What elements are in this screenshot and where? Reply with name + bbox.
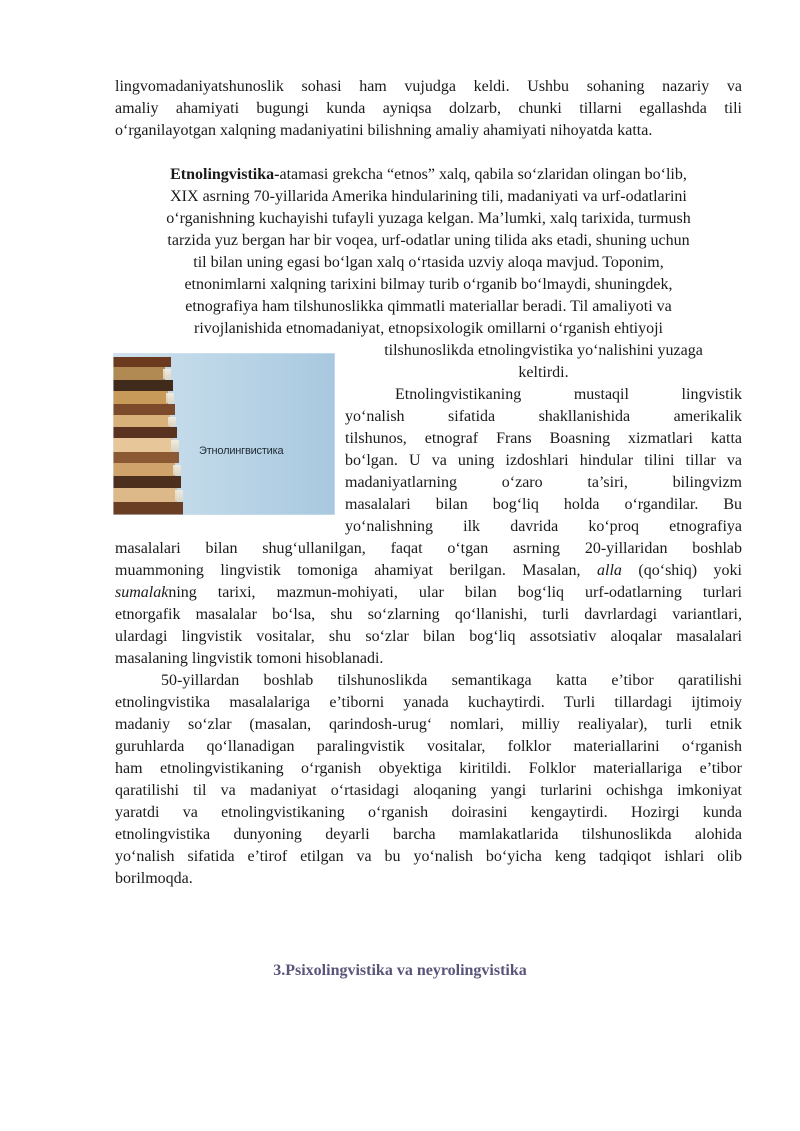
para3-line: etnorgafik masalalar bo‘lsa, shu so‘zlarning qo‘llanishi, turli davrlardagi variantlari,: [115, 606, 742, 623]
para1-line: lingvomadaniyatshunoslik sohasi ham vujudga keldi. Ushbu sohaning nazariy va: [115, 78, 742, 95]
para1-line: o‘rganilayotgan xalqning madaniyatini bilishning amaliy ahamiyati nihoyatda katta.: [115, 122, 653, 139]
para2-text: atamasi grekcha “etnos” xalq, qabila so‘zlaridan olingan bo‘lib,: [279, 166, 687, 183]
para3-text: muammoning lingvistik tomoniga ahamiyat berilgan. Masalan,: [115, 562, 581, 579]
para2-line: etnonimlarni xalqning tarixini bilmay turib o‘rganib bo‘lmaydi, shuningdek,: [184, 276, 673, 293]
para4-line: 50-yillardan boshlab tilshunoslikda semantikaga katta e’tibor qaratilishi: [161, 672, 742, 689]
term-sumalak: sumalak: [115, 584, 169, 601]
para3-line: yo‘nalishning ilk davrida ko‘proq etnografiya: [345, 518, 742, 535]
para2-line: rivojlanishida etnomadaniyat, etnopsixologik omillarni o‘rganish ehtiyoji: [194, 320, 663, 337]
para3-line: ulardagi lingvistik vositalar, shu so‘zlar bilan bog‘liq assotsiativ aloqalar masalalari: [115, 628, 742, 645]
para2-line: [115, 164, 742, 186]
para4-line: ham etnolingvistikaning o‘rganish obyektiga kiritildi. Folklor materiallariga e’tibor: [115, 760, 742, 777]
para3-text: (qo‘shiq) yoki: [638, 562, 743, 579]
para2-line: til bilan uning egasi bo‘lgan xalq o‘rtasida uzviy aloqa mavjud. Toponim,: [193, 254, 664, 271]
term-etnolingvistika: Etnolingvistika-: [170, 166, 280, 183]
para4-line: guruhlarda qo‘llanadigan paralingvistik vositalar, folklor materiallarini o‘rganish: [115, 738, 742, 755]
para1-line: amaliy ahamiyati bugungi kunda ayniqsa dolzarb, chunki tillarni egallashda tili: [115, 100, 742, 117]
para2-line: etnografiya ham tilshunoslikka qimmatli materiallar beradi. Til amaliyoti va: [185, 298, 672, 315]
para2-line: keltirdi.: [518, 364, 569, 381]
para3-line: masalalari bilan shug‘ullanilgan, faqat o‘tgan asrning 20-yillaridan boshlab: [115, 540, 742, 557]
para3-line: yo‘nalish sifatida shakllanishida amerikalik: [345, 408, 742, 425]
para3-line: [115, 560, 742, 582]
term-alla: alla: [597, 562, 622, 579]
para4-line: borilmoqda.: [115, 870, 193, 887]
para2-line: XIX asrning 70-yillarida Amerika hindularining tili, madaniyati va urf-odatlarini: [170, 188, 687, 205]
para2-line: tarzida yuz bergan har bir voqea, urf-odatlar uning tilida aks etadi, shuning uchun: [167, 232, 690, 249]
para2-line: tilshunoslikda etnolingvistika yo‘nalishini yuzaga: [384, 342, 703, 359]
para4-line: qaratilishi til va madaniyat o‘rtasidagi aloqaning yangi turlarini ochishga imkoniyat: [115, 782, 742, 799]
para3-line: madaniyatlarning o‘zaro ta’siri, bilingvizm: [345, 474, 742, 491]
para3-text: ning tarixi, mazmun-mohiyati, ular bilan bog‘liq urf-odatlarning turlari: [168, 584, 742, 601]
para4-line: yaratdi va etnolingvistikaning o‘rganish doirasini kengaytirdi. Hozirgi kunda: [115, 804, 742, 821]
para3-line: bo‘lgan. U va uning izdoshlari hindular tilini tillar va: [345, 452, 742, 469]
para4-line: etnolingvistika masalalariga e’tiborni yanada kuchaytirdi. Turli tillardagi ijtimoiy: [115, 694, 742, 711]
para3-line: tilshunos, etnograf Frans Boasning xizmatlari katta: [345, 430, 742, 447]
para3-line: [115, 582, 742, 604]
para2-line: o‘rganishning kuchayishi tufayli yuzaga kelgan. Ma’lumki, xalq tarixida, turmush: [166, 210, 691, 227]
etnolingvistika-image: [113, 353, 335, 515]
para3-line: Etnolingvistikaning mustaqil lingvistik: [395, 386, 742, 403]
para4-line: yo‘nalish sifatida e’tirof etilgan va bu yo‘nalish bo‘yicha keng tadqiqot ishlari olib: [115, 848, 742, 865]
para4-line: madaniy so‘zlar (masalan, qarindosh-urug‘ nomlari, milliy realiyalar), turli etnik: [115, 716, 742, 733]
para3-line: masalalari bilan bog‘liq holda o‘rgandilar. Bu: [345, 496, 742, 513]
para3-line: masalaning lingvistik tomoni hisoblanadi.: [115, 650, 384, 667]
para4-line: etnolingvistika dunyoning deyarli barcha mamlakatlarida tilshunoslikda alohida: [115, 826, 742, 843]
image-caption: Этнолингвистика: [199, 445, 284, 457]
section-heading: 3.Psixolingvistika va neyrolingvistika: [273, 962, 527, 979]
